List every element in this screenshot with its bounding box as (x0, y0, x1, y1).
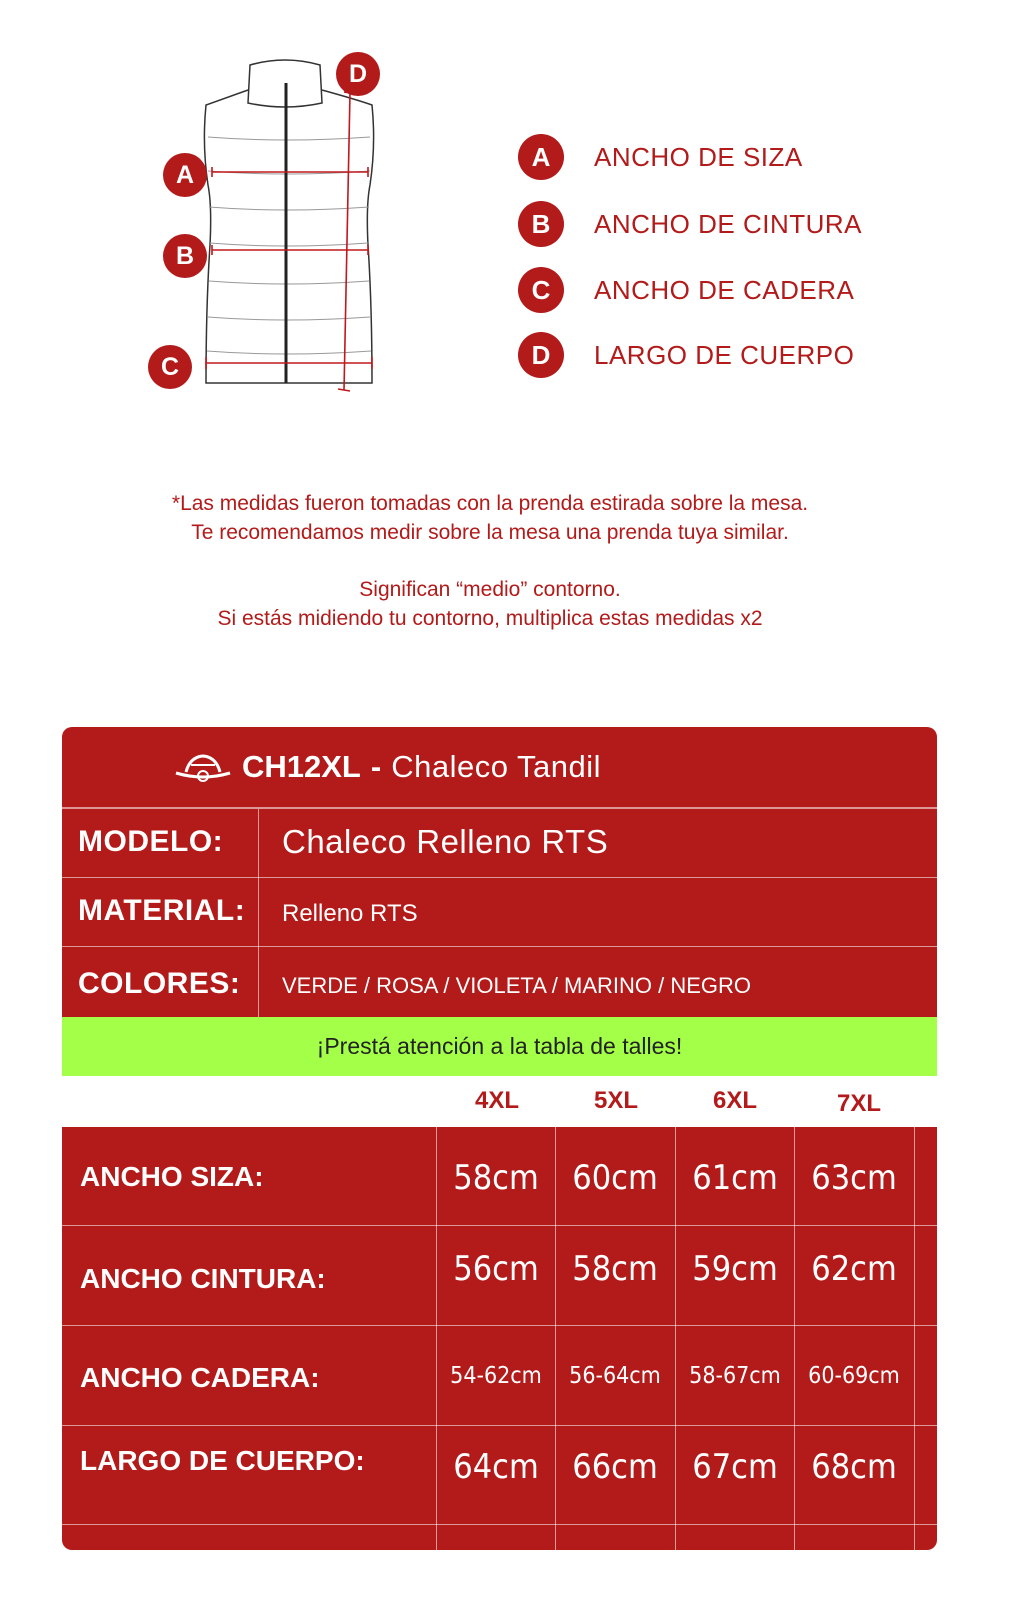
size-header-6xl: 6XL (712, 1087, 757, 1114)
size-cell: 54-62cm (450, 1363, 542, 1389)
size-cell: 64cm (453, 1447, 539, 1487)
legend-badge: D (518, 332, 564, 378)
size-cell: 56cm (453, 1249, 539, 1289)
size-cell: 60cm (572, 1158, 658, 1198)
product-name: Chaleco Tandil (391, 749, 601, 784)
size-cell: 58cm (453, 1158, 539, 1198)
size-cell: 60-69cm (808, 1363, 900, 1389)
legend-item-d (518, 331, 854, 379)
legend-item-b (518, 200, 862, 248)
size-cell: 58-67cm (689, 1363, 781, 1389)
size-cell: 67cm (692, 1447, 778, 1487)
field-label-material: MATERIAL: (78, 894, 246, 927)
title-dash: - (370, 749, 382, 784)
size-header-7xl: 7XL (836, 1090, 881, 1117)
legend-item-a (518, 133, 803, 181)
marker-d: D (336, 52, 380, 96)
size-cell: 58cm (572, 1249, 658, 1289)
note-multiply: Si estás midiendo tu contorno, multiplica estas medidas x2 (217, 607, 763, 630)
field-value-colores: VERDE / ROSA / VIOLETA / MARINO / NEGRO (282, 973, 752, 998)
note-half-contour: Significan “medio” contorno. (359, 578, 621, 601)
size-cell: 59cm (692, 1249, 778, 1289)
field-value-material: Relleno RTS (282, 900, 418, 927)
note-measure-method: *Las medidas fueron tomadas con la prenda estirada sobre la mesa. (171, 492, 809, 515)
size-cell: 62cm (811, 1249, 897, 1289)
note-recommendation: Te recomendamos medir sobre la mesa una prenda tuya similar. (191, 521, 789, 544)
marker-a: A (163, 153, 207, 197)
legend-badge: A (518, 134, 564, 180)
field-value-modelo: Chaleco Relleno RTS (282, 823, 609, 860)
legend-label: ANCHO DE CINTURA (594, 208, 863, 239)
size-cell: 66cm (572, 1447, 658, 1487)
field-label-colores: COLORES: (78, 967, 241, 1000)
marker-b: B (163, 234, 207, 278)
size-row-label: ANCHO SIZA: (80, 1161, 264, 1192)
legend-badge: C (518, 267, 564, 313)
legend-label: ANCHO DE CADERA (594, 274, 855, 305)
size-cell: 63cm (811, 1158, 897, 1198)
field-label-modelo: MODELO: (78, 825, 224, 858)
product-card (62, 727, 937, 1550)
legend-label: ANCHO DE SIZA (594, 141, 803, 172)
legend-item-c (518, 266, 854, 314)
size-row-label: LARGO DE CUERPO: (80, 1445, 365, 1476)
size-cell: 61cm (692, 1158, 778, 1198)
size-cell: 68cm (811, 1447, 897, 1487)
marker-c: C (148, 345, 192, 389)
size-row-label: ANCHO CINTURA: (80, 1263, 326, 1294)
size-cell: 56-64cm (569, 1363, 661, 1389)
product-title (172, 727, 601, 807)
legend-label: LARGO DE CUERPO (594, 339, 855, 370)
hat-logo-icon (172, 751, 234, 783)
legend-badge: B (518, 201, 564, 247)
attention-banner: ¡Prestá atención a la tabla de talles! (62, 1017, 937, 1076)
size-header-5xl: 5XL (593, 1087, 638, 1114)
size-header-4xl: 4XL (474, 1087, 519, 1114)
size-row-label: ANCHO CADERA: (80, 1362, 320, 1393)
product-code: CH12XL (242, 749, 361, 784)
